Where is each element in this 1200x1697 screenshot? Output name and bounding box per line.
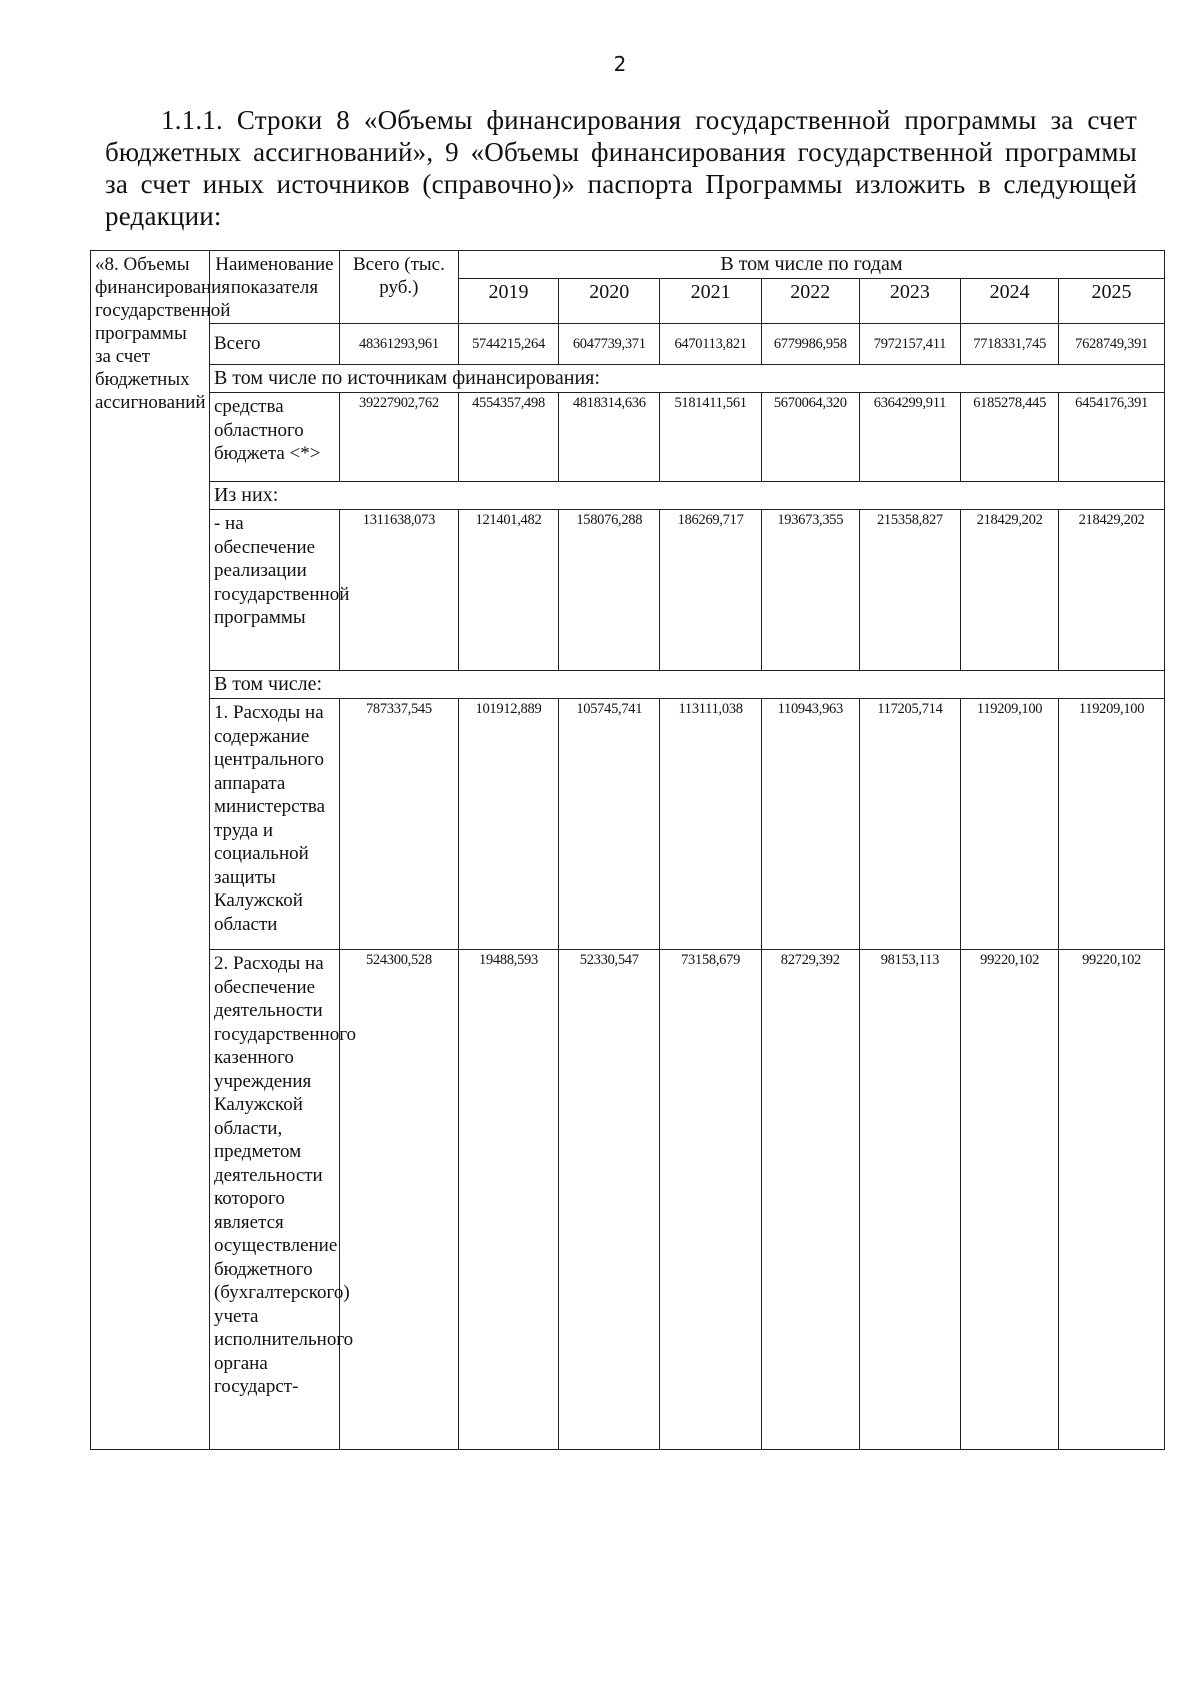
year-header: 2021	[660, 279, 761, 324]
row-label: Всего	[209, 324, 339, 365]
cell-value: 99220,102	[961, 950, 1059, 1450]
row-label: - на обеспечение реализации государственной программы	[209, 510, 339, 671]
col-header-name: Наименование показателя	[209, 251, 339, 324]
cell-value: 6454176,391	[1059, 393, 1165, 482]
page-number: 2	[613, 52, 627, 76]
cell-value: 121401,482	[458, 510, 558, 671]
table-row-sources-heading	[91, 365, 1165, 393]
cell-value: 52330,547	[559, 950, 660, 1450]
cell-value: 98153,113	[859, 950, 960, 1450]
table-row-including-heading	[91, 671, 1165, 699]
table-row-expense-1	[91, 699, 1165, 950]
cell-value: 7718331,745	[961, 324, 1059, 365]
cell-value: 5744215,264	[458, 324, 558, 365]
header-row	[91, 251, 1165, 279]
col-header-years: В том числе по годам	[458, 251, 1164, 279]
cell-total: 48361293,961	[339, 324, 458, 365]
cell-value: 186269,717	[660, 510, 761, 671]
cell-value: 73158,679	[660, 950, 761, 1450]
cell-value: 4818314,636	[559, 393, 660, 482]
passport-table	[90, 250, 1165, 1450]
table-row-implementation	[91, 510, 1165, 671]
col-header-total: Всего (тыс. руб.)	[339, 251, 458, 324]
span-row-label: Из них:	[209, 482, 1164, 510]
cell-value: 218429,202	[961, 510, 1059, 671]
row-label: 1. Расходы на содержание центрального аппарата министерства труда и социальной защиты Калужской области	[209, 699, 339, 950]
table-row-regional	[91, 393, 1165, 482]
cell-value: 113111,038	[660, 699, 761, 950]
span-row-label: В том числе по источникам финансирования:	[209, 365, 1164, 393]
year-header: 2024	[961, 279, 1059, 324]
year-header: 2023	[859, 279, 960, 324]
cell-value: 119209,100	[1059, 699, 1165, 950]
row-label: средства областного бюджета <*>	[209, 393, 339, 482]
cell-value: 105745,741	[559, 699, 660, 950]
year-header: 2020	[559, 279, 660, 324]
cell-value: 193673,355	[761, 510, 859, 671]
table-row-expense-2	[91, 950, 1165, 1450]
year-header: 2019	[458, 279, 558, 324]
cell-value: 119209,100	[961, 699, 1059, 950]
cell-value: 6364299,911	[859, 393, 960, 482]
year-header: 2025	[1059, 279, 1165, 324]
cell-value: 110943,963	[761, 699, 859, 950]
cell-value: 5670064,320	[761, 393, 859, 482]
cell-value: 19488,593	[458, 950, 558, 1450]
cell-total: 524300,528	[339, 950, 458, 1450]
section-label: «8. Объемы финансирования государственной программы за счет бюджетных ассигнований	[91, 251, 210, 1450]
cell-value: 7628749,391	[1059, 324, 1165, 365]
cell-value: 101912,889	[458, 699, 558, 950]
cell-value: 6470113,821	[660, 324, 761, 365]
row-label: 2. Расходы на обеспечение деятельности государственного казенного учреждения Калужской области, предметом деятельности которого является осуществление бюджетного (бухгалтерского) учета исполнительного органа государст-	[209, 950, 339, 1450]
table-row-total	[91, 324, 1165, 365]
table-row-of-them-heading	[91, 482, 1165, 510]
intro-paragraph: 1.1.1. Строки 8 «Объемы финансирования государственной программы за счет бюджетных ассигнований», 9 «Объемы финансирования государственной программы за счет иных источников (справочно)» паспорта Программы изложить в следующей редакции:	[105, 105, 1137, 231]
cell-value: 5181411,561	[660, 393, 761, 482]
year-header: 2022	[761, 279, 859, 324]
cell-total: 1311638,073	[339, 510, 458, 671]
cell-value: 6047739,371	[559, 324, 660, 365]
span-row-label: В том числе:	[209, 671, 1164, 699]
cell-value: 6779986,958	[761, 324, 859, 365]
cell-value: 215358,827	[859, 510, 960, 671]
cell-value: 82729,392	[761, 950, 859, 1450]
cell-value: 218429,202	[1059, 510, 1165, 671]
cell-value: 158076,288	[559, 510, 660, 671]
cell-value: 117205,714	[859, 699, 960, 950]
cell-total: 787337,545	[339, 699, 458, 950]
cell-value: 7972157,411	[859, 324, 960, 365]
cell-total: 39227902,762	[339, 393, 458, 482]
cell-value: 99220,102	[1059, 950, 1165, 1450]
cell-value: 6185278,445	[961, 393, 1059, 482]
cell-value: 4554357,498	[458, 393, 558, 482]
